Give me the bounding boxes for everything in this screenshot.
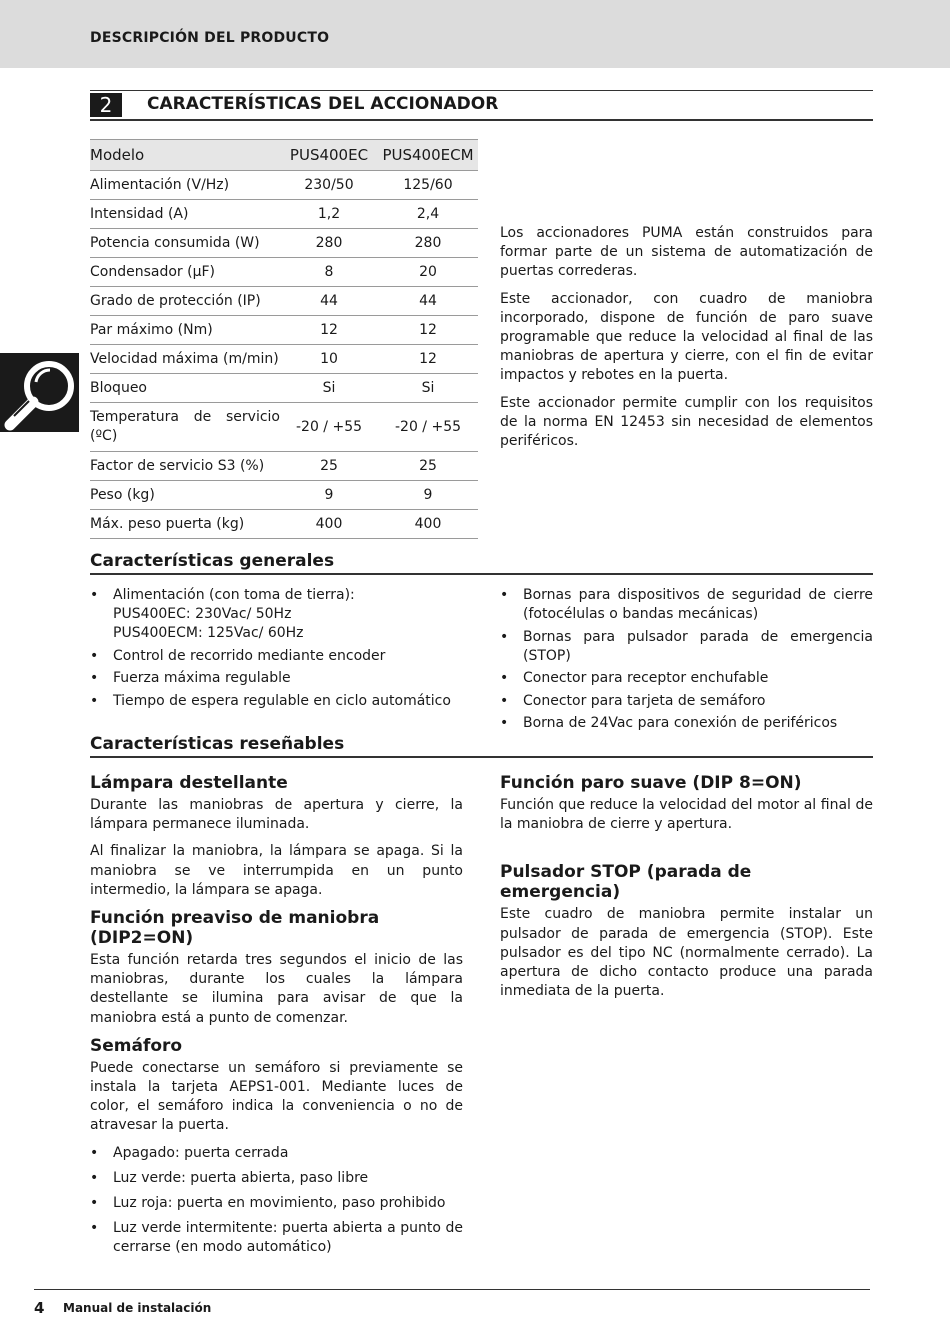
notable-left-column (90, 773, 463, 1263)
cell-pus400ec: 1,2 (280, 200, 378, 229)
cell-pus400ecm: 125/60 (378, 171, 478, 200)
cell-pus400ecm: 400 (378, 510, 478, 539)
cell-pus400ec: 44 (280, 287, 378, 316)
table-row (90, 510, 478, 539)
intro-paragraph: Los accionadores PUMA están construidos para formar parte de un sistema de automatización de puertas correderas. (500, 225, 873, 280)
cell-parameter: Par máximo (Nm) (90, 316, 280, 345)
list-item: • Tiempo de espera regulable en ciclo automático (90, 692, 463, 711)
table-row (90, 287, 478, 316)
intro-paragraph: Este accionador, con cuadro de maniobra incorporado, dispone de función de paro suave programable que reduce la velocidad al final de las maniobras de apertura y cierre, con el fin de evitar impactos y rebotes en la puerta. (500, 290, 873, 384)
cell-pus400ecm: Si (378, 374, 478, 403)
table-row (90, 171, 478, 200)
footer-divider (34, 1289, 870, 1290)
col-header-pus400ecm: PUS400ECM (378, 140, 478, 171)
cell-pus400ecm: 280 (378, 229, 478, 258)
list-item: • Conector para tarjeta de semáforo (500, 692, 873, 711)
cell-parameter: Temperatura de servicio (ºC) (90, 403, 280, 452)
section-number: 2 (90, 93, 122, 117)
list-item: • Conector para receptor enchufable (500, 669, 873, 688)
intro-text (500, 224, 873, 459)
cell-pus400ec: 10 (280, 345, 378, 374)
paro-paragraph: Función que reduce la velocidad del motor al final de la maniobra de cierre y apertura. (500, 797, 873, 833)
header-bar (0, 0, 950, 68)
header-section-label: DESCRIPCIÓN DEL PRODUCTO (90, 30, 330, 46)
cell-pus400ecm: 44 (378, 287, 478, 316)
cell-pus400ec: 8 (280, 258, 378, 287)
list-item: • Bornas para pulsador parada de emergencia (STOP) (500, 628, 873, 666)
paro-heading: Función paro suave (DIP 8=ON) (500, 773, 802, 793)
cell-pus400ec: 25 (280, 452, 378, 481)
list-item: • Control de recorrido mediante encoder (90, 647, 463, 666)
table-row (90, 200, 478, 229)
cell-pus400ecm: 25 (378, 452, 478, 481)
cell-parameter: Velocidad máxima (m/min) (90, 345, 280, 374)
cell-pus400ec: 12 (280, 316, 378, 345)
cell-parameter: Grado de protección (IP) (90, 287, 280, 316)
cell-pus400ec: 280 (280, 229, 378, 258)
cell-pus400ec: Si (280, 374, 378, 403)
list-item: • Luz roja: puerta en movimiento, paso prohibido (90, 1194, 463, 1213)
lamp-paragraph: Al finalizar la maniobra, la lámpara se apaga. Si la maniobra se ve interrumpida en un punto intermedio, la lámpara se apaga. (90, 843, 463, 898)
semaforo-paragraph: Puede conectarse un semáforo si previamente se instala la tarjeta AEPS1-001. Mediante luces de color, el semáforo indica la conveniencia o no de atravesar la puerta. (90, 1059, 463, 1134)
col-header-pus400ec: PUS400EC (280, 140, 378, 171)
cell-pus400ec: -20 / +55 (280, 403, 378, 452)
cell-pus400ec: 9 (280, 481, 378, 510)
cell-pus400ecm: -20 / +55 (378, 403, 478, 452)
cell-pus400ecm: 9 (378, 481, 478, 510)
table-row (90, 345, 478, 374)
intro-paragraph: Este accionador permite cumplir con los requisitos de la norma EN 12453 sin necesidad de elementos periféricos. (500, 394, 873, 450)
semaforo-heading: Semáforo (90, 1035, 183, 1056)
preaviso-heading: Función preaviso de maniobra (DIP2=ON) (90, 908, 380, 949)
cell-parameter: Factor de servicio S3 (%) (90, 452, 280, 481)
cell-parameter: Alimentación (V/Hz) (90, 171, 280, 200)
list-item: • Fuerza máxima regulable (90, 669, 463, 688)
cell-parameter: Máx. peso puerta (kg) (90, 510, 280, 539)
list-item: • Alimentación (con toma de tierra): PUS400EC: 230Vac/ 50Hz PUS400ECM: 125Vac/ 60Hz (90, 586, 463, 643)
notable-features-heading: Características reseñables (90, 734, 873, 758)
lamp-heading: Lámpara destellante (90, 773, 288, 793)
cell-parameter: Potencia consumida (W) (90, 229, 280, 258)
general-features-left (90, 586, 463, 714)
table-row (90, 258, 478, 287)
list-item: • Apagado: puerta cerrada (90, 1144, 463, 1163)
table-row (90, 481, 478, 510)
table-row (90, 229, 478, 258)
cell-parameter: Condensador (µF) (90, 258, 280, 287)
page-number: 4 (34, 1299, 45, 1317)
preaviso-paragraph: Esta función retarda tres segundos el inicio de las maniobras, durante los cuales la lámpara destellante se ilumina para avisar de que la maniobra está a punto de comenzar. (90, 952, 463, 1026)
list-item: • Borna de 24Vac para conexión de periféricos (500, 714, 873, 733)
table-row (90, 452, 478, 481)
lamp-paragraph: Durante las maniobras de apertura y cierre, la lámpara permanece iluminada. (90, 797, 463, 833)
notable-right-column (500, 773, 873, 1009)
stop-paragraph: Este cuadro de maniobra permite instalar un pulsador de parada de emergencia (STOP). Este pulsador es del tipo NC (normalmente cerrado). La apertura de dicho contacto produce una parada inmediata de la puerta. (500, 906, 873, 1000)
footer-manual-title: Manual de instalación (63, 1301, 212, 1315)
list-item: • Luz verde: puerta abierta, paso libre (90, 1169, 463, 1188)
side-tab (0, 353, 79, 432)
cell-parameter: Peso (kg) (90, 481, 280, 510)
list-item: • Luz verde intermitente: puerta abierta a punto de cerrarse (en modo automático) (90, 1219, 463, 1257)
stop-heading: Pulsador STOP (parada de emergencia) (500, 862, 752, 903)
cell-parameter: Intensidad (A) (90, 200, 280, 229)
list-item: • Bornas para dispositivos de seguridad de cierre (fotocélulas o bandas mecánicas) (500, 586, 873, 624)
cell-pus400ecm: 2,4 (378, 200, 478, 229)
table-row (90, 316, 478, 345)
cell-pus400ecm: 12 (378, 316, 478, 345)
table-header-row (90, 140, 478, 171)
general-features-right (500, 586, 873, 737)
cell-pus400ecm: 12 (378, 345, 478, 374)
magnifier-icon (0, 353, 79, 432)
spec-table (90, 139, 478, 539)
cell-pus400ec: 230/50 (280, 171, 378, 200)
cell-pus400ecm: 20 (378, 258, 478, 287)
section-heading (90, 90, 873, 121)
table-row (90, 403, 478, 452)
section-title: CARACTERÍSTICAS DEL ACCIONADOR (147, 94, 499, 114)
col-header-model: Modelo (90, 140, 280, 171)
table-row (90, 374, 478, 403)
cell-parameter: Bloqueo (90, 374, 280, 403)
general-features-heading: Características generales (90, 551, 873, 575)
cell-pus400ec: 400 (280, 510, 378, 539)
